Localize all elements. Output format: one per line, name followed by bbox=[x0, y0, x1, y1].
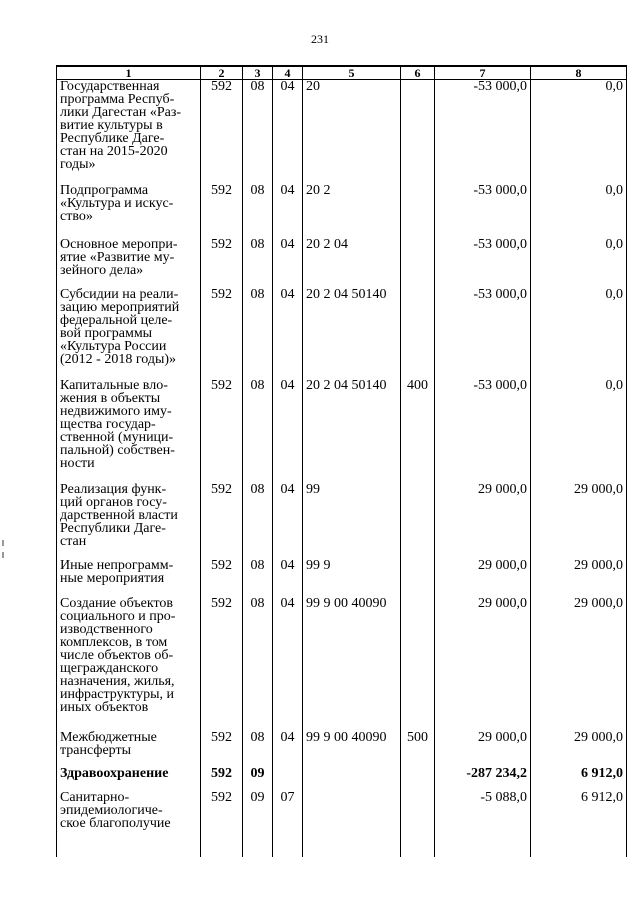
budget-table bbox=[56, 65, 627, 857]
row-name: Межбюджетные трансферты bbox=[57, 731, 201, 767]
row-name: Санитарно- эпидемиологиче- ское благополучие bbox=[57, 791, 201, 851]
cell-change-amount: -5 088,0 bbox=[435, 791, 531, 851]
cell-target-article: 20 2 04 50140 bbox=[303, 288, 401, 379]
cell-subsection: 04 bbox=[273, 597, 303, 731]
scan-edge-mark bbox=[2, 540, 4, 546]
cell-admin-code: 592 bbox=[201, 184, 243, 238]
cell-target-article: 99 9 00 40090 bbox=[303, 731, 401, 767]
row-name: Государственная программа Респуб- лики Дагестан «Раз- витие культуры в Республике Даге- стан на 2015-2020 годы» bbox=[57, 80, 201, 185]
cell-section: 08 bbox=[243, 483, 273, 559]
empty-cell bbox=[401, 851, 435, 857]
cell-next-amount: 29 000,0 bbox=[531, 559, 627, 597]
cell-change-amount: 29 000,0 bbox=[435, 483, 531, 559]
cell-section: 08 bbox=[243, 184, 273, 238]
cell-section: 09 bbox=[243, 767, 273, 791]
cell-next-amount: 6 912,0 bbox=[531, 791, 627, 851]
cell-expense-type bbox=[401, 597, 435, 731]
empty-cell bbox=[57, 851, 201, 857]
cell-admin-code: 592 bbox=[201, 80, 243, 185]
cell-admin-code: 592 bbox=[201, 597, 243, 731]
cell-target-article: 20 2 04 50140 bbox=[303, 379, 401, 483]
row-name: Основное меропри- ятие «Развитие му- зейного дела» bbox=[57, 238, 201, 288]
empty-cell bbox=[303, 851, 401, 857]
cell-change-amount: 29 000,0 bbox=[435, 597, 531, 731]
table-row bbox=[57, 184, 627, 238]
cell-change-amount: 29 000,0 bbox=[435, 731, 531, 767]
cell-subsection: 04 bbox=[273, 483, 303, 559]
cell-target-article: 99 9 bbox=[303, 559, 401, 597]
cell-target-article: 20 2 04 bbox=[303, 238, 401, 288]
cell-expense-type bbox=[401, 483, 435, 559]
table-filler-row bbox=[57, 851, 627, 857]
table-row bbox=[57, 483, 627, 559]
cell-next-amount: 0,0 bbox=[531, 184, 627, 238]
row-name: Подпрограмма «Культура и искус- ство» bbox=[57, 184, 201, 238]
row-name: Здравоохранение bbox=[57, 767, 201, 791]
cell-target-article bbox=[303, 791, 401, 851]
empty-cell bbox=[273, 851, 303, 857]
cell-admin-code: 592 bbox=[201, 791, 243, 851]
cell-next-amount: 0,0 bbox=[531, 379, 627, 483]
cell-expense-type bbox=[401, 184, 435, 238]
cell-expense-type: 500 bbox=[401, 731, 435, 767]
cell-next-amount: 6 912,0 bbox=[531, 767, 627, 791]
cell-expense-type bbox=[401, 238, 435, 288]
table-header-row bbox=[57, 66, 627, 80]
cell-admin-code: 592 bbox=[201, 379, 243, 483]
cell-change-amount: -287 234,2 bbox=[435, 767, 531, 791]
cell-section: 08 bbox=[243, 559, 273, 597]
column-header: 2 bbox=[201, 66, 243, 80]
cell-admin-code: 592 bbox=[201, 288, 243, 379]
cell-subsection: 04 bbox=[273, 184, 303, 238]
cell-subsection bbox=[273, 767, 303, 791]
cell-expense-type bbox=[401, 791, 435, 851]
row-name: Создание объектов социального и про- изводственного комплексов, в том числе объектов об- щегражданского назначения, жилья, инфраструктуры, и иных объектов bbox=[57, 597, 201, 731]
cell-target-article: 20 2 bbox=[303, 184, 401, 238]
page-number: 231 bbox=[311, 32, 329, 46]
cell-next-amount: 0,0 bbox=[531, 80, 627, 185]
cell-section: 08 bbox=[243, 379, 273, 483]
cell-change-amount: 29 000,0 bbox=[435, 559, 531, 597]
row-name: Реализация функ- ций органов госу- дарственной власти Республики Даге- стан bbox=[57, 483, 201, 559]
row-name: Капитальные вло- жения в объекты недвижимого иму- щества государ- ственной (муници- пальной) собствен- ности bbox=[57, 379, 201, 483]
table-row bbox=[57, 238, 627, 288]
cell-expense-type bbox=[401, 80, 435, 185]
cell-section: 08 bbox=[243, 80, 273, 185]
cell-subsection: 04 bbox=[273, 288, 303, 379]
cell-next-amount: 29 000,0 bbox=[531, 597, 627, 731]
cell-change-amount: -53 000,0 bbox=[435, 184, 531, 238]
column-header: 4 bbox=[273, 66, 303, 80]
column-header: 7 bbox=[435, 66, 531, 80]
cell-subsection: 04 bbox=[273, 559, 303, 597]
cell-expense-type bbox=[401, 559, 435, 597]
cell-section: 08 bbox=[243, 288, 273, 379]
cell-change-amount: -53 000,0 bbox=[435, 80, 531, 185]
cell-expense-type: 400 bbox=[401, 379, 435, 483]
cell-target-article: 20 bbox=[303, 80, 401, 185]
cell-change-amount: -53 000,0 bbox=[435, 379, 531, 483]
column-header: 3 bbox=[243, 66, 273, 80]
cell-admin-code: 592 bbox=[201, 559, 243, 597]
empty-cell bbox=[243, 851, 273, 857]
column-header: 6 bbox=[401, 66, 435, 80]
empty-cell bbox=[201, 851, 243, 857]
cell-section: 08 bbox=[243, 238, 273, 288]
column-header: 5 bbox=[303, 66, 401, 80]
cell-target-article bbox=[303, 767, 401, 791]
table-row bbox=[57, 597, 627, 731]
cell-change-amount: -53 000,0 bbox=[435, 288, 531, 379]
table-row bbox=[57, 791, 627, 851]
column-header: 1 bbox=[57, 66, 201, 80]
cell-subsection: 04 bbox=[273, 80, 303, 185]
cell-section: 08 bbox=[243, 731, 273, 767]
table-row bbox=[57, 288, 627, 379]
empty-cell bbox=[435, 851, 531, 857]
cell-admin-code: 592 bbox=[201, 238, 243, 288]
cell-admin-code: 592 bbox=[201, 731, 243, 767]
cell-next-amount: 0,0 bbox=[531, 238, 627, 288]
cell-section: 09 bbox=[243, 791, 273, 851]
cell-next-amount: 0,0 bbox=[531, 288, 627, 379]
cell-target-article: 99 9 00 40090 bbox=[303, 597, 401, 731]
cell-expense-type bbox=[401, 288, 435, 379]
cell-subsection: 04 bbox=[273, 238, 303, 288]
empty-cell bbox=[531, 851, 627, 857]
cell-next-amount: 29 000,0 bbox=[531, 483, 627, 559]
cell-change-amount: -53 000,0 bbox=[435, 238, 531, 288]
table-row bbox=[57, 767, 627, 791]
scan-edge-mark bbox=[2, 552, 4, 558]
cell-subsection: 04 bbox=[273, 731, 303, 767]
cell-admin-code: 592 bbox=[201, 483, 243, 559]
cell-admin-code: 592 bbox=[201, 767, 243, 791]
cell-target-article: 99 bbox=[303, 483, 401, 559]
cell-next-amount: 29 000,0 bbox=[531, 731, 627, 767]
table-row bbox=[57, 80, 627, 185]
table-row bbox=[57, 731, 627, 767]
cell-expense-type bbox=[401, 767, 435, 791]
table-row bbox=[57, 559, 627, 597]
table-row bbox=[57, 379, 627, 483]
row-name: Иные непрограмм- ные мероприятия bbox=[57, 559, 201, 597]
row-name: Субсидии на реали- зацию мероприятий федеральной целе- вой программы «Культура России (2012 - 2018 годы)» bbox=[57, 288, 201, 379]
cell-section: 08 bbox=[243, 597, 273, 731]
cell-subsection: 07 bbox=[273, 791, 303, 851]
cell-subsection: 04 bbox=[273, 379, 303, 483]
column-header: 8 bbox=[531, 66, 627, 80]
